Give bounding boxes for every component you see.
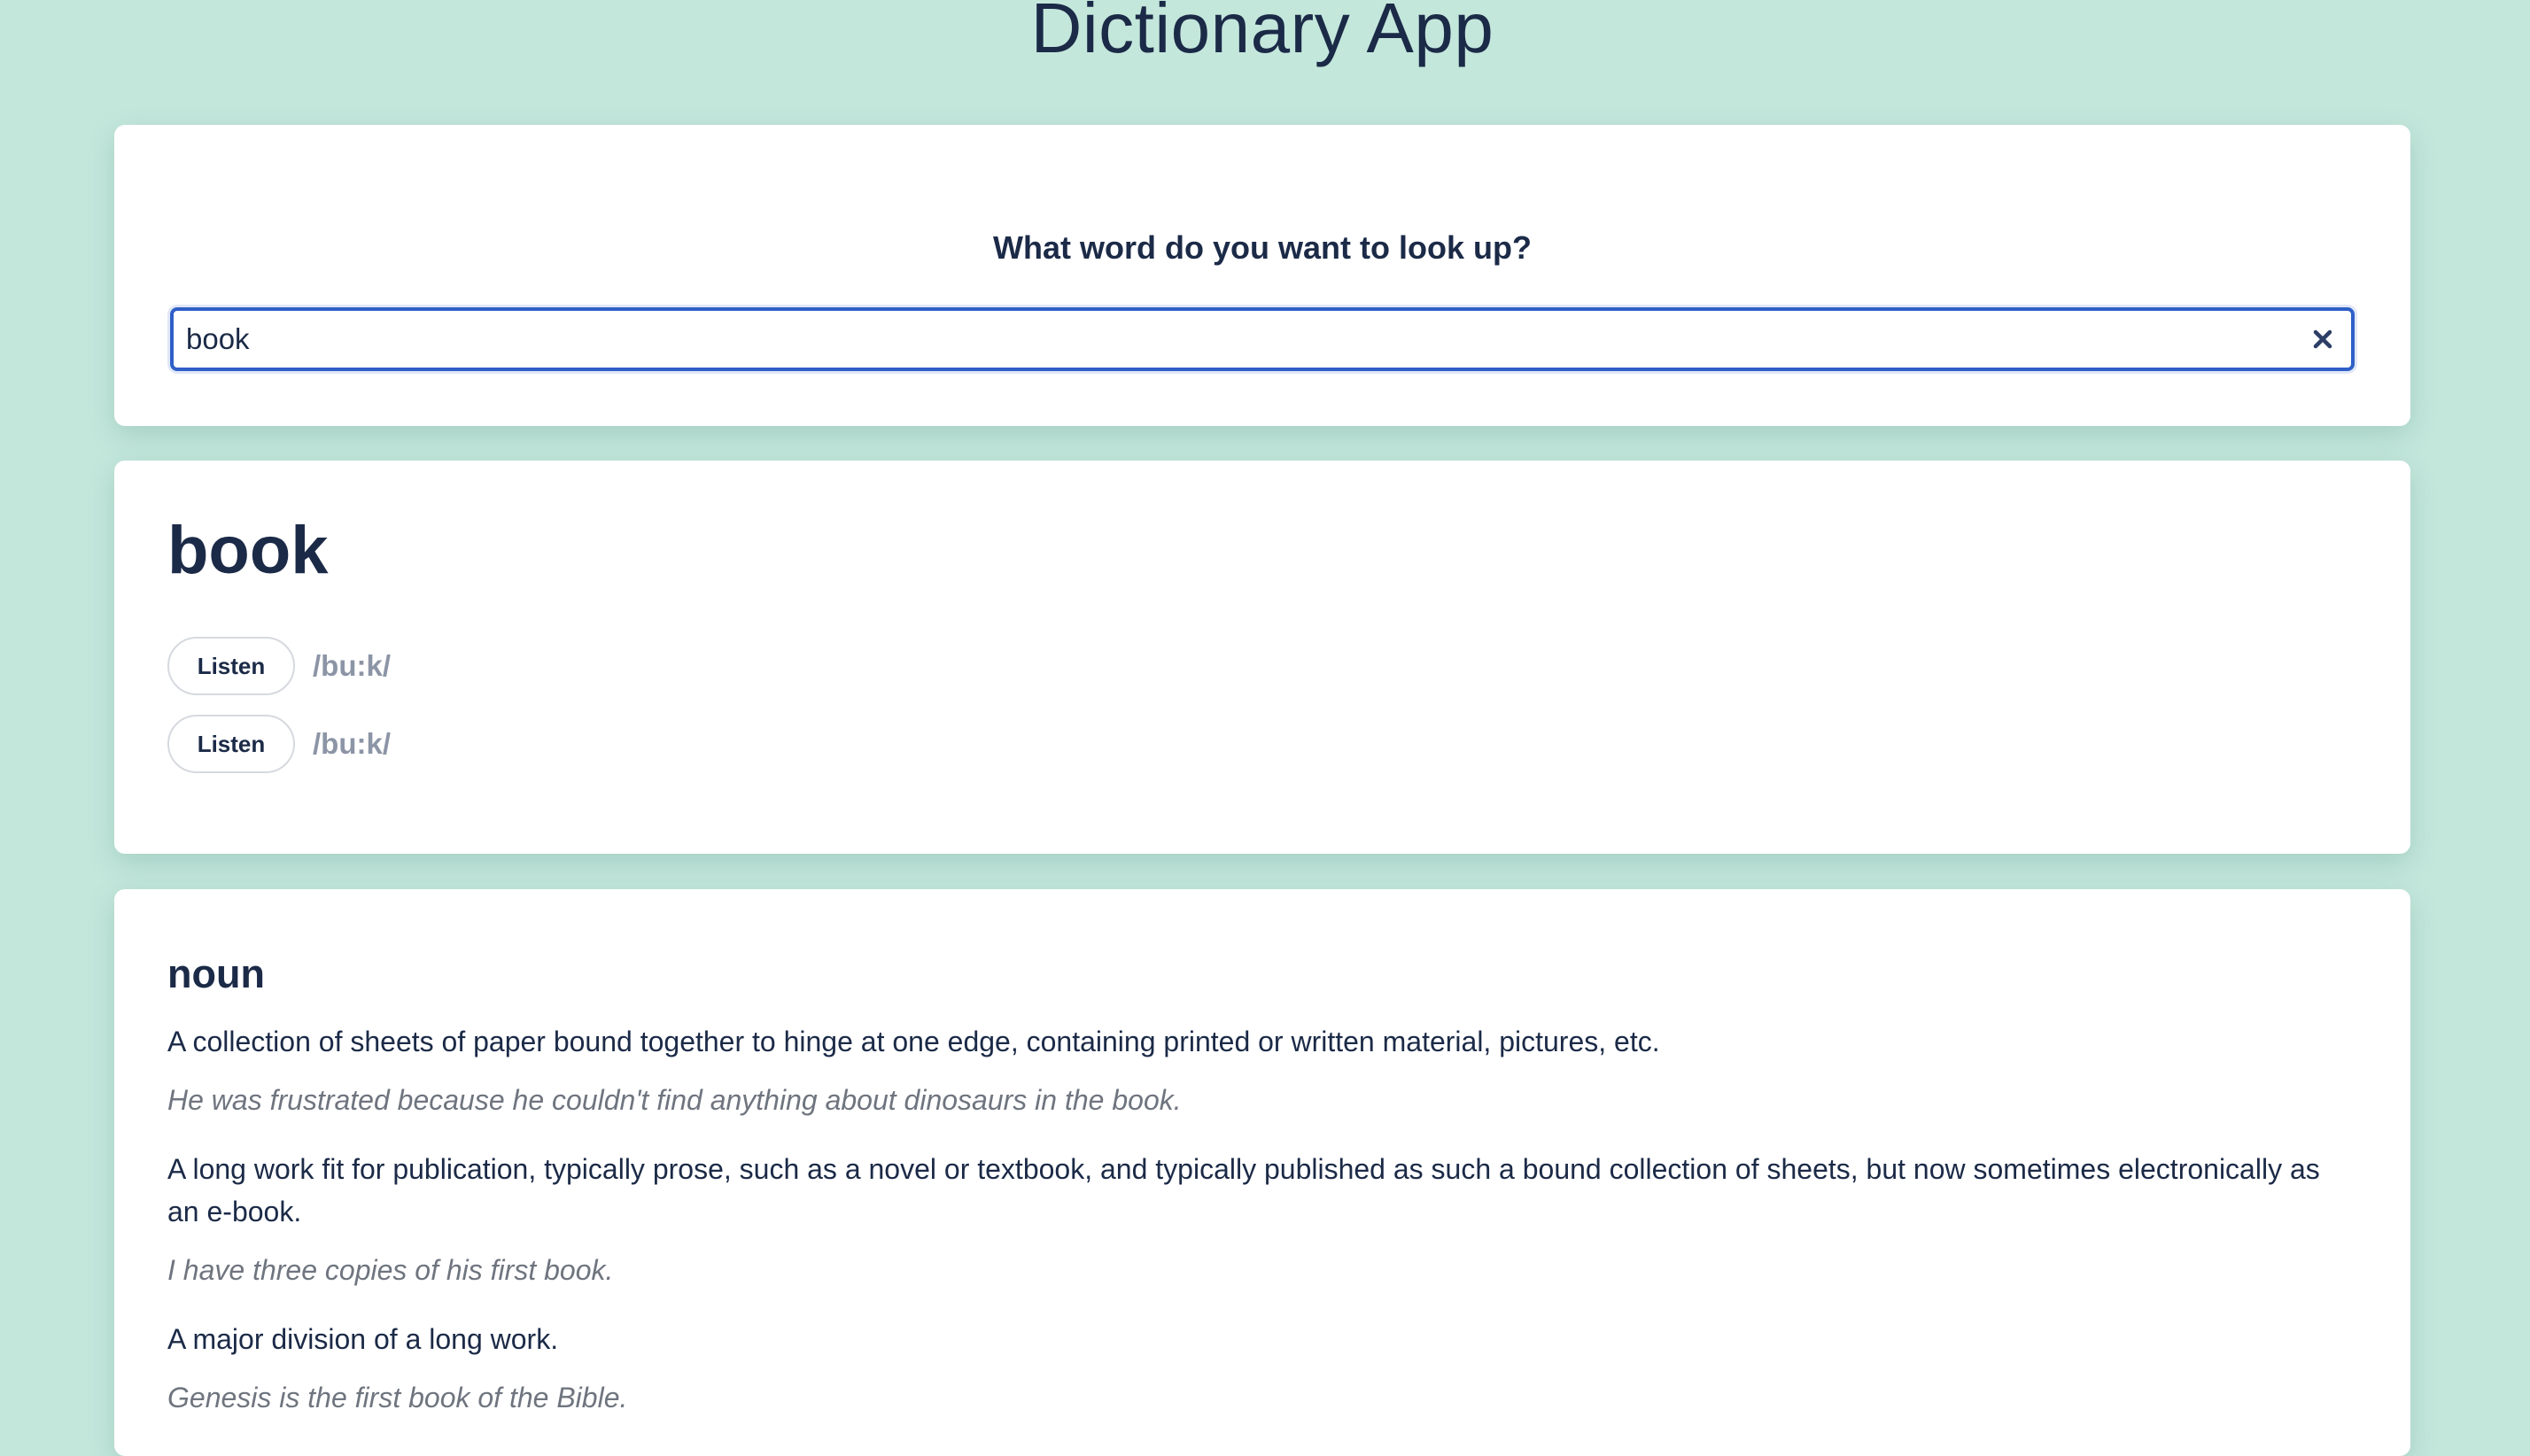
search-input[interactable] xyxy=(186,311,2294,368)
search-question: What word do you want to look up? xyxy=(993,229,1532,266)
example-text: He was frustrated because he couldn't find anything about dinosaurs in the book. xyxy=(167,1084,1182,1116)
example-text: I have three copies of his first book. xyxy=(167,1254,614,1286)
phonetic-text: /bu:k/ xyxy=(313,649,391,682)
phonetic-row xyxy=(167,714,391,774)
phonetic-row xyxy=(167,636,391,696)
app-title: Dictionary App xyxy=(1030,0,1494,67)
definition-text: A long work fit for publication, typically prose, such as a novel or textbook, and typically published as such a bound collection of sheets, but now sometimes electronically as an e-book. xyxy=(167,1153,2320,1228)
listen-button[interactable]: Listen xyxy=(167,715,295,773)
phonetic-text: /bu:k/ xyxy=(313,727,391,760)
definition-text: A collection of sheets of paper bound together to hinge at one edge, containing printed or written material, pictures, etc. xyxy=(167,1026,1660,1057)
word-heading: book xyxy=(167,513,329,588)
search-box[interactable] xyxy=(170,307,2355,371)
close-icon xyxy=(2312,329,2333,350)
meaning-card xyxy=(114,889,2410,1456)
clear-search-button[interactable] xyxy=(2307,323,2339,355)
example-text: Genesis is the first book of the Bible. xyxy=(167,1382,628,1413)
word-card xyxy=(114,461,2410,854)
listen-button[interactable]: Listen xyxy=(167,637,295,695)
definition-list xyxy=(167,1020,2355,1445)
definition-text: A major division of a long work. xyxy=(167,1323,559,1355)
part-of-speech: noun xyxy=(167,951,265,996)
search-card xyxy=(114,125,2410,426)
